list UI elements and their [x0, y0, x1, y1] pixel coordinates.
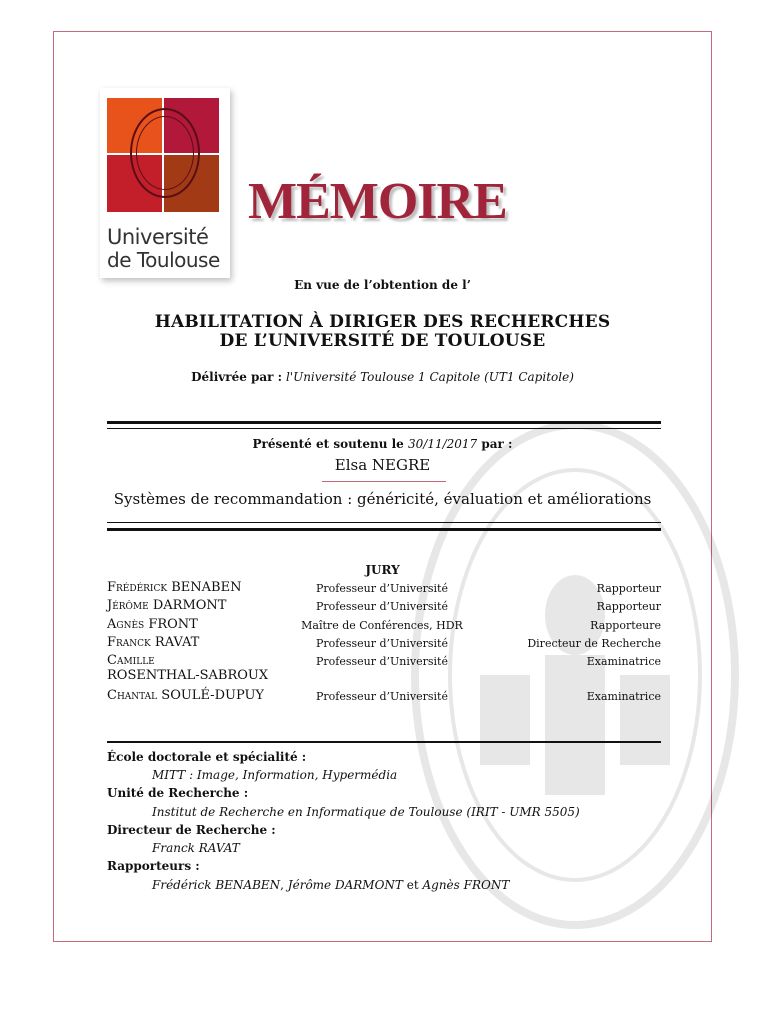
degree-heading — [53, 313, 712, 351]
thesis-subject: Systèmes de recommandation : généricité, évaluation et améliorations — [113, 490, 652, 508]
degree-line-1: HABILITATION À DIRIGER DES RECHERCHES — [154, 312, 611, 332]
jury-member-rank: Professeur d’Université — [316, 582, 448, 595]
logo-line-1: Université — [107, 225, 209, 249]
jury-member-role: Examinatrice — [586, 655, 661, 668]
double-rule-bottom-thin — [107, 522, 661, 523]
jury-member-rank: Professeur d’Université — [316, 690, 448, 703]
document-title: MÉMOIRE — [248, 173, 507, 230]
jury-member-role: Directeur de Recherche — [527, 637, 661, 650]
jury-member-role: Rapporteur — [596, 582, 661, 595]
director-label: Directeur de Recherche : — [107, 823, 276, 837]
double-rule-top — [107, 421, 661, 424]
obtention-line: En vue de l’obtention de l’ — [294, 278, 471, 292]
defense-date: 30/11/2017 — [408, 437, 478, 451]
jury-row — [107, 580, 661, 598]
reporters-value — [152, 878, 509, 892]
jury-member-role: Examinatrice — [586, 690, 661, 703]
presented-suffix: par : — [481, 437, 513, 451]
reporters-separator-2: et — [402, 878, 423, 892]
author-name: Elsa NEGRE — [334, 456, 431, 474]
jury-member-rank: Professeur d’Université — [316, 655, 448, 668]
jury-member-name: Franck RAVAT — [107, 635, 200, 650]
reporters-label: Rapporteurs : — [107, 859, 200, 873]
logo-line-2: de Toulouse — [107, 248, 220, 272]
jury-row — [107, 688, 661, 706]
jury-row — [107, 653, 661, 689]
school-value: MITT : Image, Information, Hypermédia — [152, 768, 398, 782]
jury-row — [107, 617, 661, 635]
jury-member-rank: Professeur d’Université — [316, 637, 448, 650]
jury-member-name: Frédérick BENABEN — [107, 580, 242, 595]
reporters-separator-1: , — [280, 878, 288, 892]
author-underline — [322, 481, 446, 482]
reporter-3: Agnès FRONT — [422, 878, 510, 892]
jury-member-rank: Professeur d’Université — [316, 600, 448, 613]
delivered-label: Délivrée par : — [191, 370, 283, 384]
presented-line — [53, 437, 712, 451]
delivered-by — [53, 370, 712, 384]
jury-member-role: Rapporteur — [596, 600, 661, 613]
jury-member-role: Rapporteure — [590, 619, 661, 632]
jury-member-name: Agnès FRONT — [107, 617, 198, 632]
degree-line-2: DE L’UNIVERSITÉ DE TOULOUSE — [219, 331, 546, 351]
university-logo — [100, 88, 230, 278]
unit-value: Institut de Recherche en Informatique de Toulouse (IRIT - UMR 5505) — [152, 805, 580, 819]
jury-member-rank: Maître de Conférences, HDR — [301, 619, 463, 632]
double-rule-top-thin — [107, 428, 661, 429]
double-rule-bottom — [107, 528, 661, 531]
jury-member-name: Jérôme DARMONT — [107, 598, 227, 613]
jury-member-name — [107, 653, 268, 683]
jury-member-name: Chantal SOULÉ-DUPUY — [107, 688, 265, 703]
unit-label: Unité de Recherche : — [107, 786, 249, 800]
jury-row — [107, 598, 661, 616]
footer-rule — [107, 741, 661, 743]
jury-title: JURY — [365, 563, 400, 577]
jury-row — [107, 635, 661, 653]
reporter-1: Frédérick BENABEN — [152, 878, 281, 892]
director-value: Franck RAVAT — [152, 841, 240, 855]
reporter-2: Jérôme DARMONT — [287, 878, 403, 892]
jury-member-name-line-2: ROSENTHAL-SABROUX — [107, 668, 269, 683]
jury-member-name-line-1: Camille — [107, 653, 155, 668]
presented-prefix: Présenté et soutenu le — [252, 437, 404, 451]
delivered-value: l'Université Toulouse 1 Capitole (UT1 Capitole) — [285, 370, 574, 384]
school-label: École doctorale et spécialité : — [107, 750, 307, 764]
